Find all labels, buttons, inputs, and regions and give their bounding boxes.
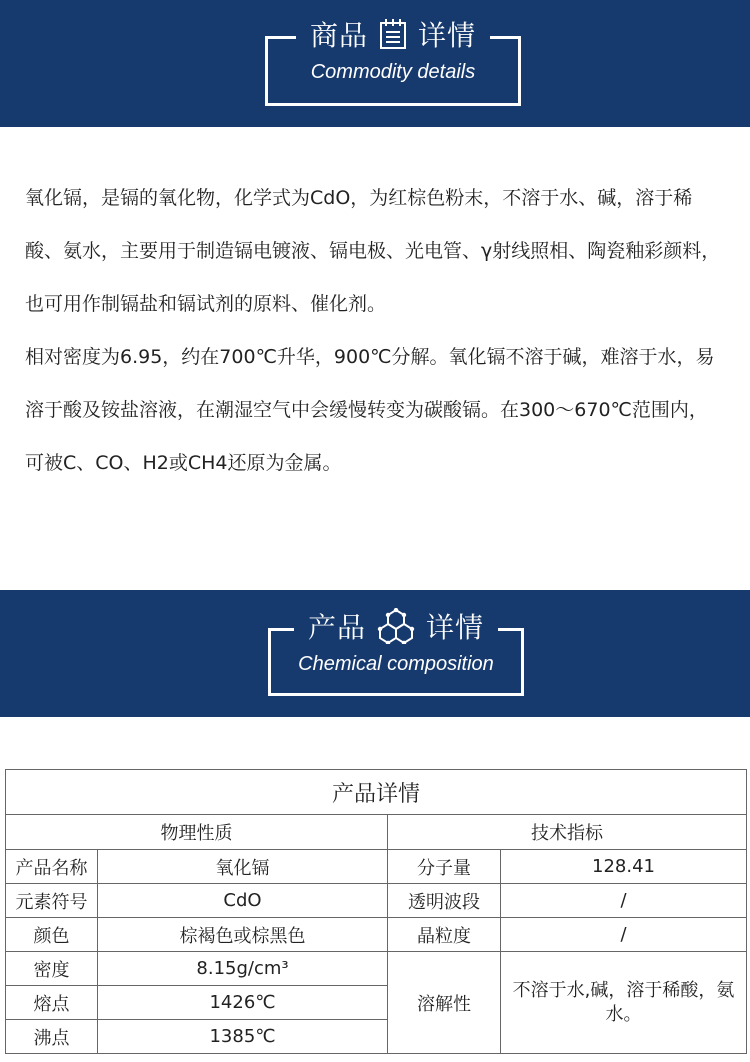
banner-subtitle: Chemical composition (298, 653, 494, 675)
description-paragraph-1: 氧化镉，是镉的氧化物，化学式为CdO，为红棕色粉末，不溶于水、碱，溶于稀酸、氨水，主要用于制造镉电镀液、镉电极、光电管、γ射线照相、陶瓷釉彩颜料，也可用作制镉盐和镉试剂的原料、催化剂。 (25, 187, 721, 315)
banner-title (294, 606, 498, 646)
table-title-row (6, 770, 747, 815)
banner-title (296, 14, 490, 54)
banner-subtitle: Commodity details (310, 61, 476, 83)
notepad-icon (378, 18, 408, 50)
header-technical-specs: 技术指标 (388, 815, 747, 850)
table-row (6, 884, 747, 918)
header-physical-properties: 物理性质 (6, 815, 388, 850)
row-label: 透明波段 (388, 884, 501, 918)
table-header-row (6, 815, 747, 850)
table-row (6, 918, 747, 952)
row-label: 产品名称 (6, 850, 98, 884)
row-value: 8.15g/cm³ (98, 952, 388, 986)
row-label: 密度 (6, 952, 98, 986)
row-label: 颜色 (6, 918, 98, 952)
row-value: 1426℃ (98, 986, 388, 1020)
solubility-value: 不溶于水,碱，溶于稀酸，氨水。 (501, 952, 747, 1054)
row-value: 氧化镉 (98, 850, 388, 884)
product-spec-table (5, 769, 747, 1054)
row-label: 熔点 (6, 986, 98, 1020)
banner-frame (268, 611, 524, 696)
description-paragraph-2: 相对密度为6.95，约在700℃升华，900℃分解。氧化镉不溶于碱，难溶于水，易溶于酸及铵盐溶液，在潮湿空气中会缓慢转变为碳酸镉。在300～670℃范围内，可被C、CO、H2或CH4还原为金属。 (25, 346, 715, 474)
row-label: 分子量 (388, 850, 501, 884)
banner-title-right: 详情 (418, 19, 477, 52)
row-label: 元素符号 (6, 884, 98, 918)
table-row (6, 850, 747, 884)
row-label: 晶粒度 (388, 918, 501, 952)
product-description (25, 172, 725, 490)
molecule-icon (376, 608, 416, 644)
row-value: 128.41 (501, 850, 747, 884)
banner-title-left: 产品 (307, 611, 366, 644)
commodity-details-banner (0, 0, 750, 127)
chemical-composition-banner (0, 590, 750, 717)
row-value: 棕褐色或棕黑色 (98, 918, 388, 952)
solubility-label: 溶解性 (388, 952, 501, 1054)
table-row (6, 952, 747, 986)
table-title: 产品详情 (6, 770, 747, 815)
banner-frame (265, 19, 521, 106)
row-value: 1385℃ (98, 1020, 388, 1054)
row-label: 沸点 (6, 1020, 98, 1054)
banner-title-right: 详情 (426, 611, 485, 644)
row-value: / (501, 918, 747, 952)
banner-title-left: 商品 (309, 19, 368, 52)
row-value: CdO (98, 884, 388, 918)
row-value: / (501, 884, 747, 918)
